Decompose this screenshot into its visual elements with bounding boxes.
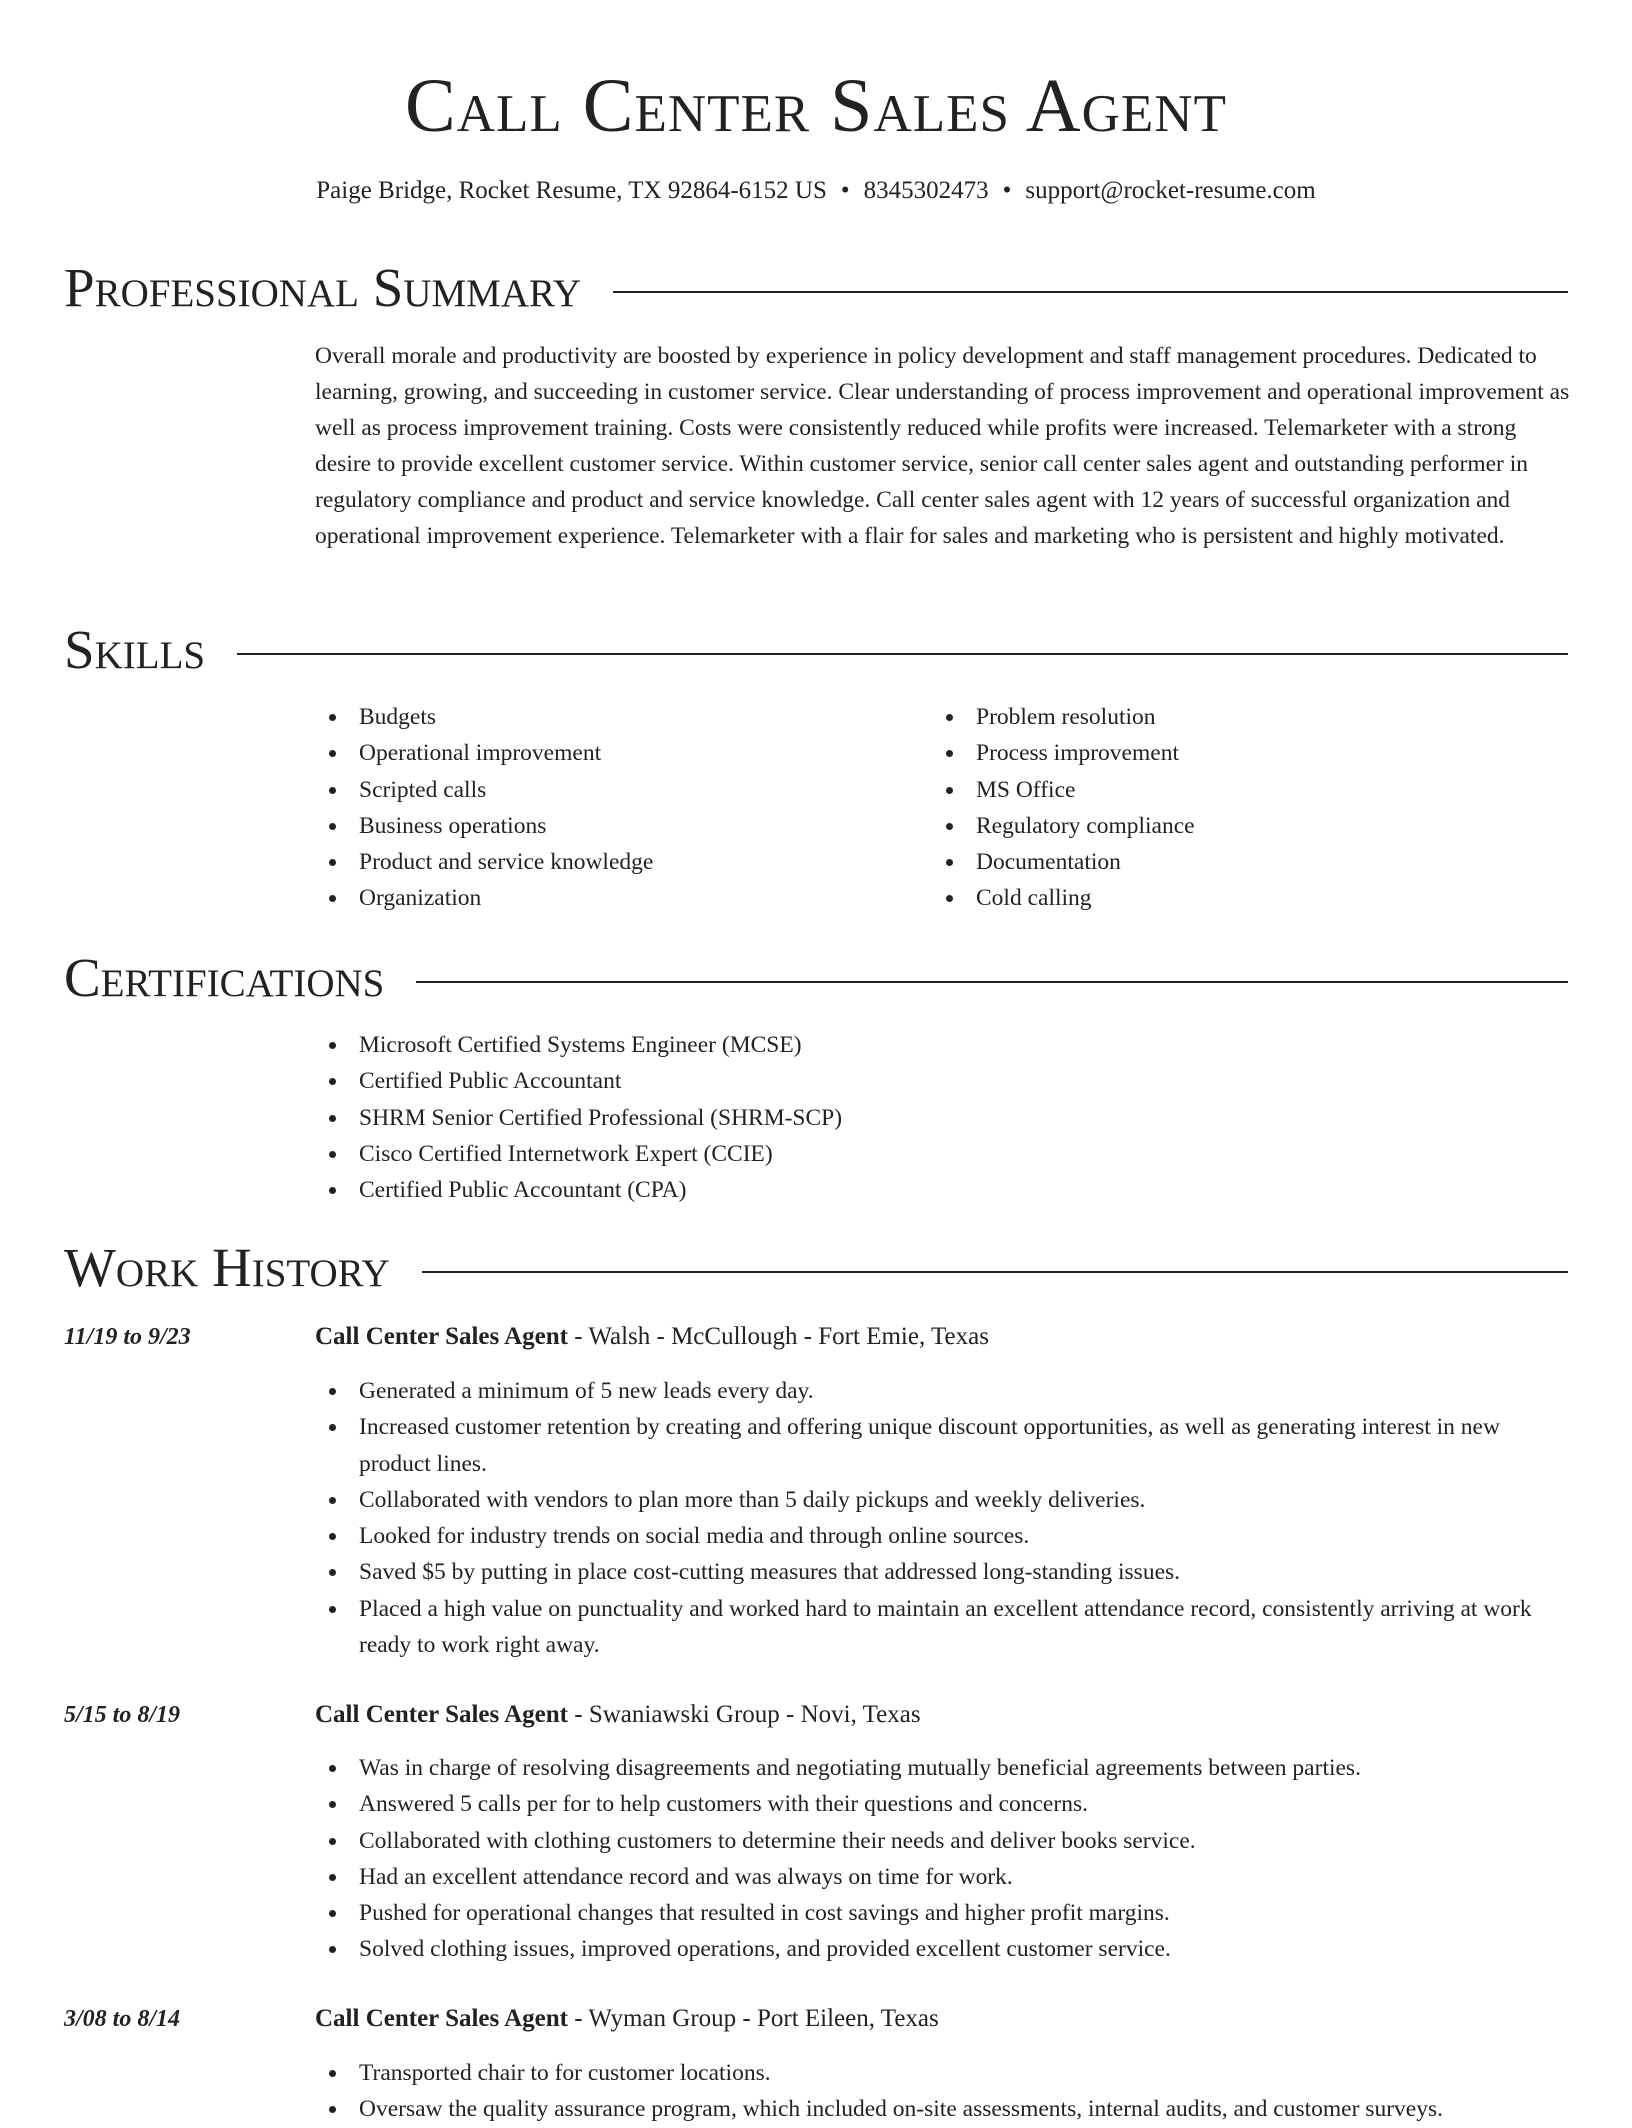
list-item: Transported chair to for customer locations. bbox=[315, 2055, 1570, 2091]
job-role: Call Center Sales Agent bbox=[315, 1701, 568, 1728]
list-item: Regulatory compliance bbox=[932, 808, 1532, 844]
list-item: Collaborated with vendors to plan more than 5 daily pickups and weekly deliveries. bbox=[315, 1482, 1570, 1518]
list-item: Cisco Certified Internetwork Expert (CCIE) bbox=[315, 1136, 1570, 1172]
list-item: Cold calling bbox=[932, 880, 1532, 916]
job-dates: 5/15 to 8/19 bbox=[64, 1702, 181, 1728]
list-item: Product and service knowledge bbox=[315, 844, 915, 880]
list-item: Problem resolution bbox=[932, 699, 1532, 735]
list-item: Answered 5 calls per for to help customers with their questions and concerns. bbox=[315, 1786, 1570, 1822]
candidate-name: Call Center Sales Agent bbox=[405, 64, 1227, 148]
contact-phone: 8345302473 bbox=[863, 177, 989, 204]
job-bullets bbox=[315, 1750, 1570, 1968]
job-heading bbox=[315, 1698, 921, 1732]
list-item: Business operations bbox=[315, 808, 915, 844]
certifications-section-header bbox=[64, 943, 1568, 1013]
section-divider bbox=[422, 1271, 1568, 1273]
skills-list-right bbox=[932, 699, 1532, 917]
list-item: Placed a high value on punctuality and worked hard to maintain an excellent attendance record, consistently arriving at work ready to work right away. bbox=[315, 1591, 1570, 1664]
skills-list-left bbox=[315, 699, 915, 917]
contact-separator: • bbox=[840, 177, 850, 204]
section-title-certifications: Certifications bbox=[64, 947, 385, 1008]
work-history-section-header bbox=[64, 1233, 1568, 1303]
section-divider bbox=[613, 291, 1568, 293]
list-item: Microsoft Certified Systems Engineer (MCSE) bbox=[315, 1027, 1570, 1063]
job-role: Call Center Sales Agent bbox=[315, 1323, 568, 1350]
skills-section-header bbox=[64, 615, 1568, 685]
job-bullets bbox=[315, 2055, 1570, 2128]
job-company: - Wyman Group - Port Eileen, Texas bbox=[568, 2005, 939, 2032]
job-heading bbox=[315, 1320, 989, 1354]
job-dates: 11/19 to 9/23 bbox=[64, 1324, 191, 1350]
list-item: Solved clothing issues, improved operations, and provided excellent customer service. bbox=[315, 1931, 1570, 1967]
contact-separator: • bbox=[1002, 177, 1012, 204]
list-item: Collaborated with clothing customers to determine their needs and deliver books service. bbox=[315, 1823, 1570, 1859]
section-divider bbox=[416, 981, 1568, 983]
job-dates: 3/08 to 8/14 bbox=[64, 2006, 181, 2032]
section-title-summary: Professional Summary bbox=[64, 257, 582, 318]
list-item: SHRM Senior Certified Professional (SHRM-SCP) bbox=[315, 1100, 1570, 1136]
list-item: Scripted calls bbox=[315, 772, 915, 808]
list-item: Increased customer retention by creating and offering unique discount opportunities, as well as generating interest in new product lines. bbox=[315, 1409, 1570, 1482]
list-item: Budgets bbox=[315, 699, 915, 735]
job-bullets bbox=[315, 1373, 1570, 1663]
list-item: Had an excellent attendance record and was always on time for work. bbox=[315, 1859, 1570, 1895]
section-title-skills: Skills bbox=[64, 619, 206, 680]
list-item: Generated a minimum of 5 new leads every day. bbox=[315, 1373, 1570, 1409]
summary-text: Overall morale and productivity are boosted by experience in policy development and staff management procedures. Dedicated to learning, growing, and succeeding in customer service. Clear understanding of process improvement and operational improvement as well as process improvement training. Costs were consistently reduced while profits were increased. Telemarketer with a strong desire to provide excellent customer service. Within customer service, senior call center sales agent and outstanding performer in regulatory compliance and product and service knowledge. Call center sales agent with 12 years of successful organization and operational improvement experience. Telemarketer with a flair for sales and marketing who is persistent and highly motivated. bbox=[315, 343, 1570, 549]
job-role: Call Center Sales Agent bbox=[315, 2005, 568, 2032]
list-item: Certified Public Accountant (CPA) bbox=[315, 1172, 1570, 1208]
list-item: Process improvement bbox=[932, 735, 1532, 771]
list-item: Documentation bbox=[932, 844, 1532, 880]
job-company: - Swaniawski Group - Novi, Texas bbox=[568, 1701, 921, 1728]
job-company: - Walsh - McCullough - Fort Emie, Texas bbox=[568, 1323, 989, 1350]
list-item: Looked for industry trends on social media and through online sources. bbox=[315, 1518, 1570, 1554]
list-item: Organization bbox=[315, 880, 915, 916]
certifications-list bbox=[315, 1027, 1570, 1208]
list-item: Pushed for operational changes that resulted in cost savings and higher profit margins. bbox=[315, 1895, 1570, 1931]
list-item: Saved $5 by putting in place cost-cutting measures that addressed long-standing issues. bbox=[315, 1554, 1570, 1590]
list-item: Was in charge of resolving disagreements and negotiating mutually beneficial agreements between parties. bbox=[315, 1750, 1570, 1786]
contact-line bbox=[0, 174, 1632, 208]
summary-section-header bbox=[64, 253, 1568, 323]
section-divider bbox=[237, 653, 1568, 655]
list-item: Oversaw the quality assurance program, which included on-site assessments, internal audits, and customer surveys. bbox=[315, 2091, 1570, 2127]
contact-email: support@rocket-resume.com bbox=[1025, 177, 1316, 204]
job-heading bbox=[315, 2002, 939, 2036]
section-title-work-history: Work History bbox=[64, 1237, 390, 1298]
contact-address: Paige Bridge, Rocket Resume, TX 92864-6152 US bbox=[316, 177, 827, 204]
list-item: MS Office bbox=[932, 772, 1532, 808]
list-item: Certified Public Accountant bbox=[315, 1063, 1570, 1099]
list-item: Operational improvement bbox=[315, 735, 915, 771]
